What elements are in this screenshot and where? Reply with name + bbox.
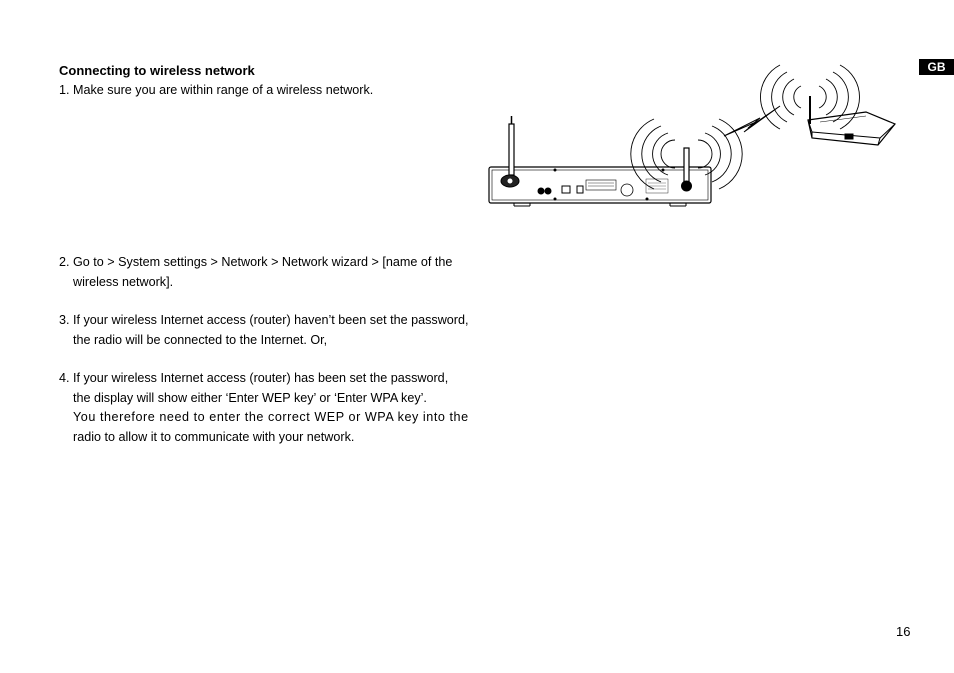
step-4-line-3: You therefore need to enter the correct WEP or WPA key into the <box>73 410 469 424</box>
wireless-connection-illustration <box>480 60 900 210</box>
step-4-line-1: 4. If your wireless Internet access (router) has been set the password, <box>59 371 449 385</box>
language-tab-gb: GB <box>919 59 954 75</box>
step-4-line-4: radio to allow it to communicate with your network. <box>73 429 355 444</box>
page-number: 16 <box>896 624 911 639</box>
radio-back-panel-icon <box>489 116 711 206</box>
step-4-line-2: the display will show either ‘Enter WEP key’ or ‘Enter WPA key’. <box>73 390 427 405</box>
wireless-link-bolt-icon <box>724 106 780 136</box>
step-2 <box>59 253 452 292</box>
step-3-line-2: the radio will be connected to the Internet. Or, <box>73 332 328 347</box>
wireless-router-icon <box>760 65 895 145</box>
step-4 <box>59 369 469 447</box>
step-2-line-1: 2. Go to > System settings > Network > Network wizard > [name of the <box>59 255 453 269</box>
step-3 <box>59 311 469 350</box>
section-heading: Connecting to wireless network <box>59 63 255 78</box>
step-3-line-1: 3. If your wireless Internet access (router) haven’t been set the password, <box>59 313 469 327</box>
step-2-line-2: wireless network]. <box>73 274 174 289</box>
step-1-text: 1. Make sure you are within range of a wireless network. <box>59 83 374 97</box>
step-1 <box>59 81 373 101</box>
